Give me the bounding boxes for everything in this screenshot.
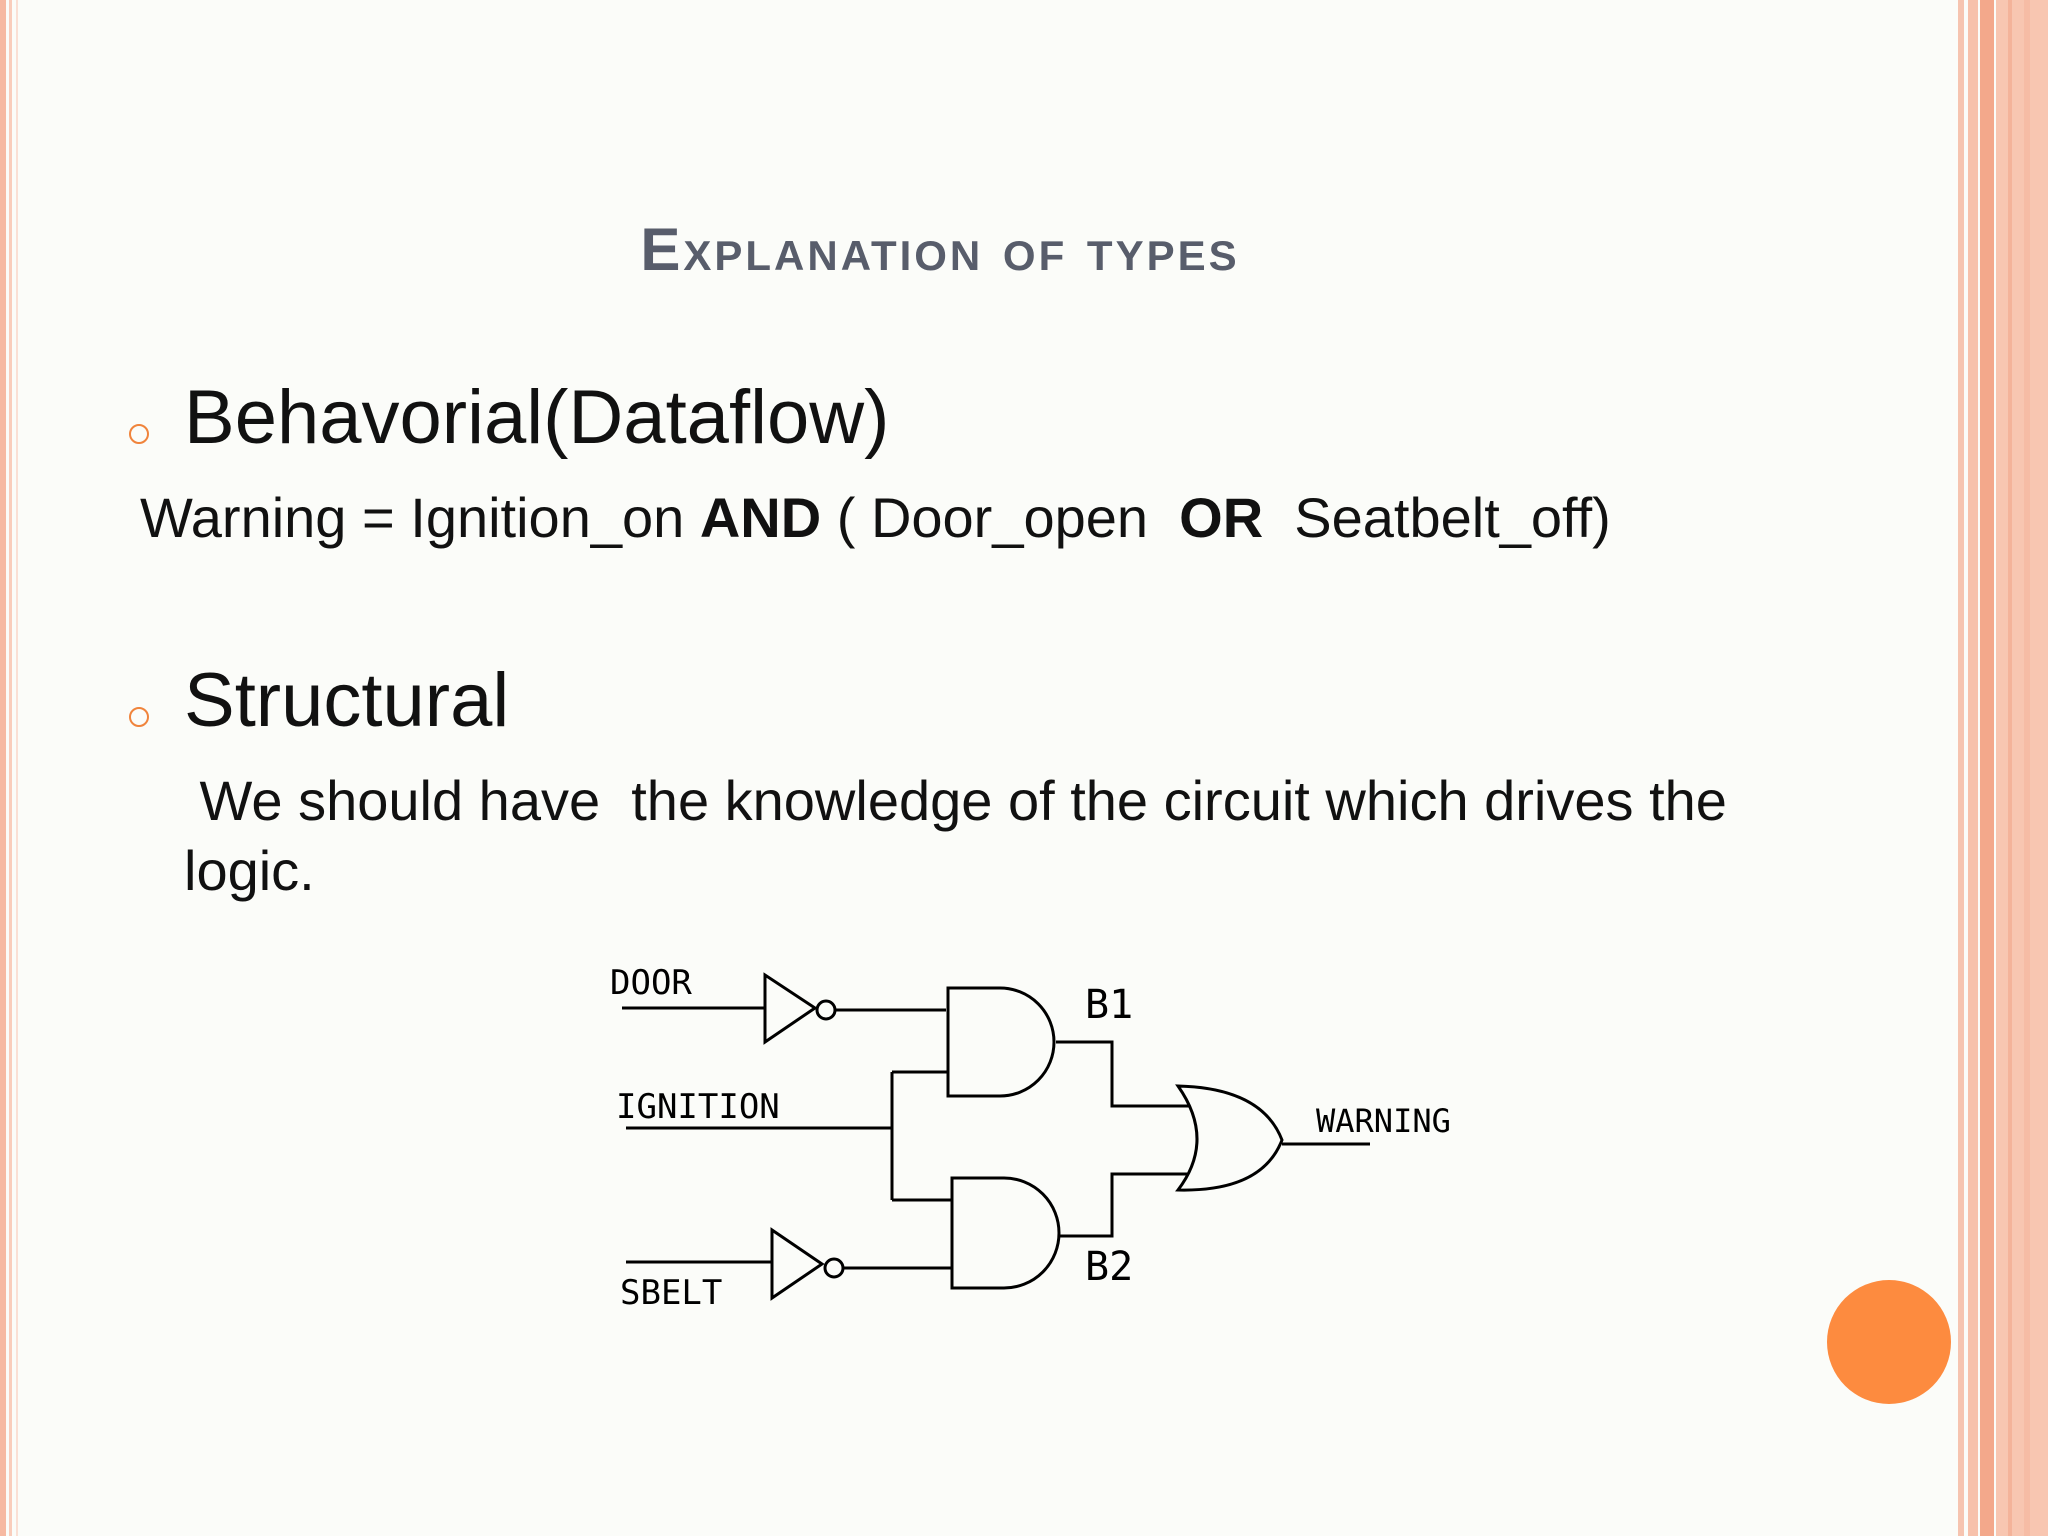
- accent-circle: [1827, 1280, 1951, 1404]
- and-operator: AND: [699, 486, 822, 549]
- not-bubble-top: [817, 1001, 835, 1019]
- equation-part: Warning = Ignition_on: [140, 486, 700, 549]
- not-gate-bottom: [772, 1230, 822, 1298]
- or-operator: OR: [1179, 486, 1264, 549]
- door-label: DOOR: [610, 963, 692, 1003]
- slide-title: Explanation of types: [640, 216, 1240, 283]
- and-gate-b1: [948, 988, 1054, 1096]
- bullet-heading: Behavorial(Dataflow): [184, 375, 890, 460]
- structural-text-line1: We should have the knowledge of the circuit which drives the: [184, 769, 1727, 832]
- and-gate-b2: [952, 1178, 1059, 1288]
- not-bubble-bottom: [825, 1259, 843, 1277]
- warning-label: WARNING: [1316, 1102, 1451, 1140]
- b2-output-wire: [1058, 1174, 1192, 1236]
- sbelt-label: SBELT: [620, 1273, 723, 1313]
- structural-text-line2: logic.: [184, 839, 315, 902]
- equation-part: ( Door_open: [821, 486, 1180, 549]
- ignition-label: IGNITION: [616, 1087, 780, 1127]
- b1-label: B1: [1085, 982, 1134, 1028]
- or-gate: [1178, 1086, 1282, 1190]
- not-gate-top: [765, 975, 815, 1042]
- bullet-heading: Structural: [184, 658, 510, 743]
- b2-label: B2: [1085, 1244, 1134, 1290]
- equation-part: Seatbelt_off): [1263, 486, 1611, 549]
- b1-output-wire: [1056, 1042, 1192, 1106]
